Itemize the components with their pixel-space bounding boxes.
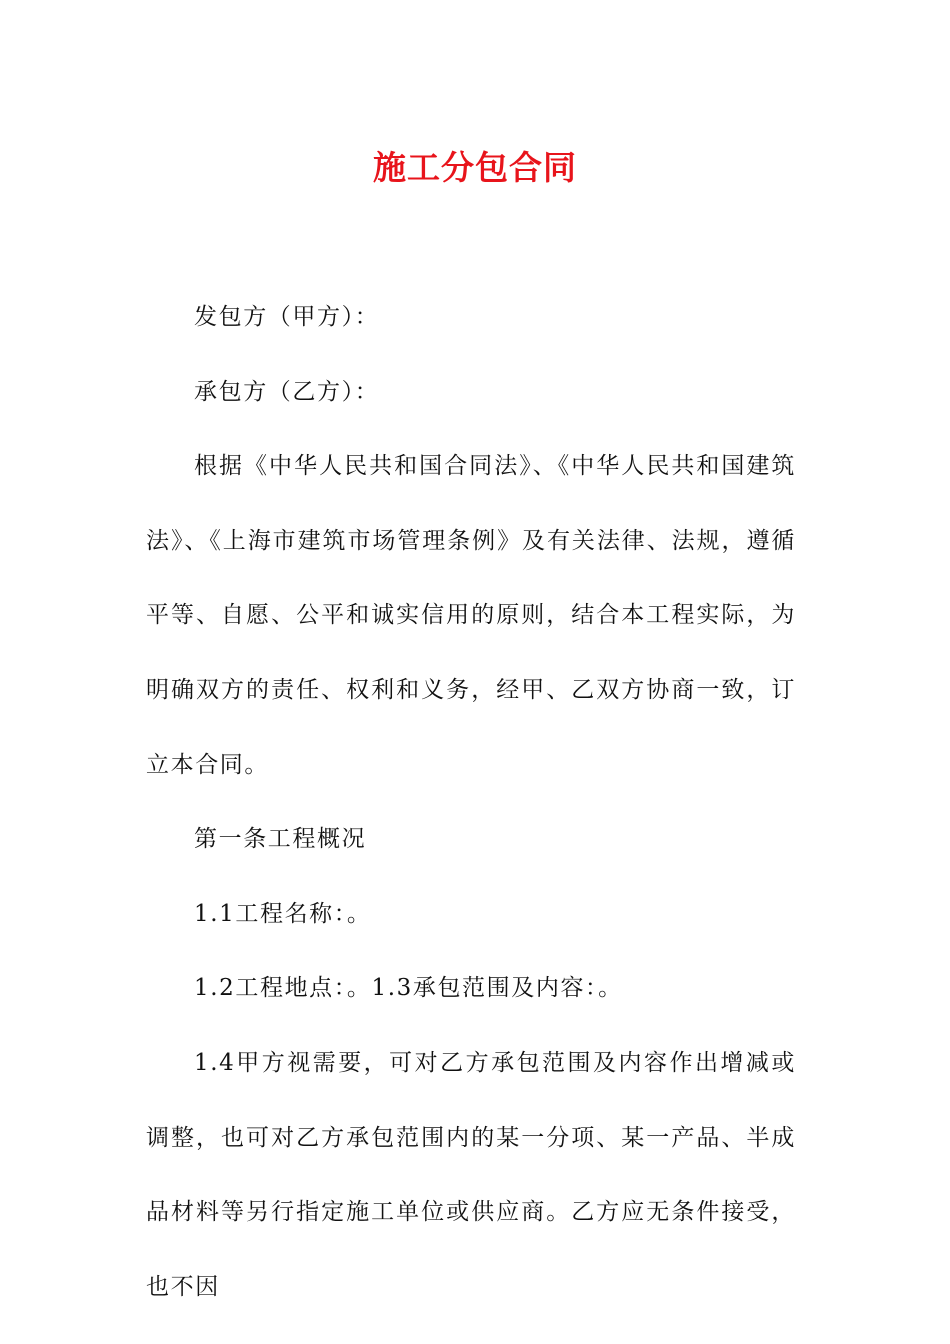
party-b-line: 承包方（乙方）： bbox=[194, 378, 380, 405]
document-title: 施工分包合同 bbox=[373, 148, 577, 187]
preamble-paragraph: 根据《中华人民共和国合同法》、《中华人民共和国建筑法》、《上海市建筑市场管理条例》及有关法律、法规，遵循平等、自愿、公平和诚实信用的原则，结合本工程实际，为明确双方的责任、权利和义务，经甲、乙双方协商一致，订立本合同。 bbox=[146, 453, 796, 778]
document-body bbox=[146, 280, 796, 1324]
article-1-heading: 第一条工程概况 bbox=[194, 826, 367, 853]
clause-1-4: 1.4甲方视需要，可对乙方承包范围及内容作出增减或调整，也可对乙方承包范围内的某一分项、某一产品、半成品材料等另行指定施工单位或供应商。乙方应无条件接受，也不因 bbox=[146, 1049, 796, 1300]
clause-1-1: 1.1工程名称：。 bbox=[194, 900, 372, 927]
clause-1-2-1-3: 1.2工程地点：。1.3承包范围及内容：。 bbox=[194, 975, 623, 1002]
party-a-line: 发包方（甲方）： bbox=[194, 304, 380, 330]
